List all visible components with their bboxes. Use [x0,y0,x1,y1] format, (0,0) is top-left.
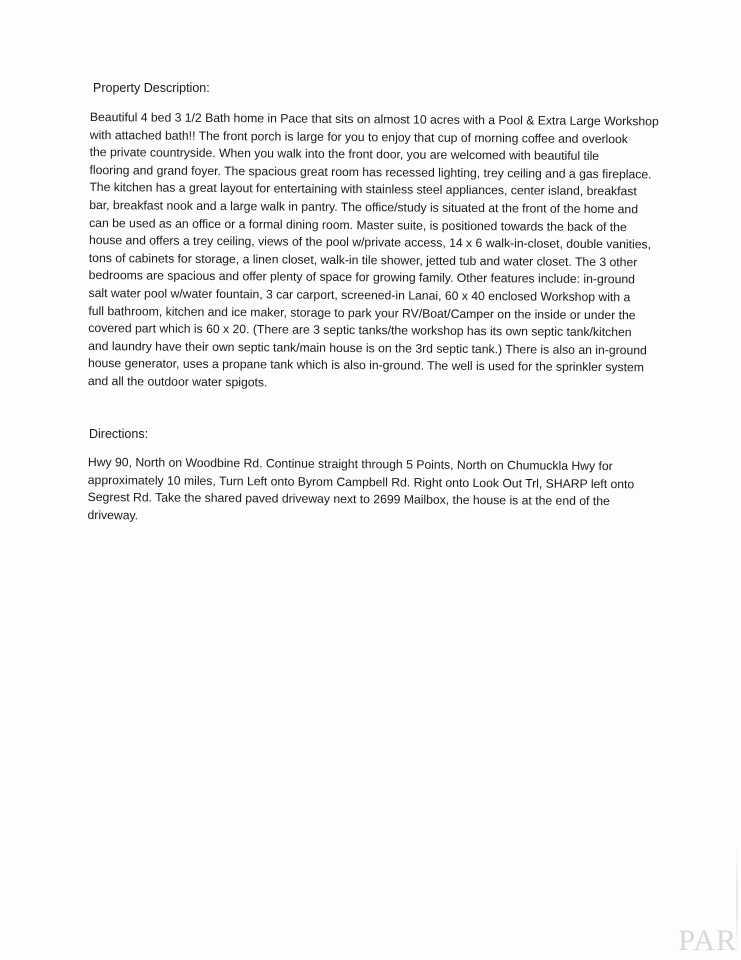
description-line: with attached bath!! The front porch is large for you to enjoy that cup of morning coffee and overlook [89,127,628,146]
watermark-text: PAR [678,924,737,957]
directions-line: approximately 10 miles, Turn Left onto Byrom Campbell Rd. Right onto Look Out Trl, SHARP left onto [87,472,635,491]
description-line: The kitchen has a great layout for entertaining with stainless steel appliances, center island, breakfast [89,180,637,199]
description-line: salt water pool w/water fountain, 3 car carport, screened-in Lanai, 60 x 40 enclosed Workshop with a [88,285,631,305]
description-line: tons of cabinets for storage, a linen closet, walk-in tile shower, jetted tub and water closet. The 3 other [88,250,638,270]
description-line: can be used as an office or a formal dining room. Master suite, is positioned towards the back of the [89,215,627,234]
description-line: bar, breakfast nook and a large walk in pantry. The office/study is situated at the front of the home and [89,197,639,217]
directions-line: driveway. [87,507,139,523]
description-line: Beautiful 4 bed 3 1/2 Bath home in Pace that sits on almost 10 acres with a Pool & Extra Large Workshop [89,109,659,129]
directions-paragraph [87,454,634,529]
description-line: and laundry have their own septic tank/main house is on the 3rd septic tank.) There is also an in-ground [88,338,647,358]
property-description-heading: Property Description: [93,81,210,95]
description-line: house and offers a trey ceiling, views of the pool w/private access, 14 x 6 walk-in-closet, double vanities, [88,233,652,252]
description-line: and all the outdoor water spigots. [87,373,268,390]
description-line: the private countryside. When you walk into the front door, you are welcomed with beautiful tile [89,145,600,164]
description-line: full bathroom, kitchen and ice maker, storage to park your RV/Boat/Camper on the inside or under the [88,303,636,322]
description-line: covered part which is 60 x 20. (There are 3 septic tanks/the workshop has its own septic tank/kitchen [88,321,632,340]
directions-line: Hwy 90, North on Woodbine Rd. Continue straight through 5 Points, North on Chumuckla Hwy for [87,454,613,474]
directions-heading: Directions: [89,427,149,441]
description-line: flooring and grand foyer. The spacious great room has recessed lighting, trey ceiling and a gas fireplace. [89,162,652,182]
description-line: house generator, uses a propane tank which is also in-ground. The well is used for the sprinkler system [87,356,645,375]
property-description-paragraph [88,109,659,395]
description-line: bedrooms are spacious and offer plenty of space for growing family. Other features include: in-ground [88,268,635,287]
directions-line: Segrest Rd. Take the shared paved driveway next to 2699 Mailbox, the house is at the end of the [87,490,610,509]
